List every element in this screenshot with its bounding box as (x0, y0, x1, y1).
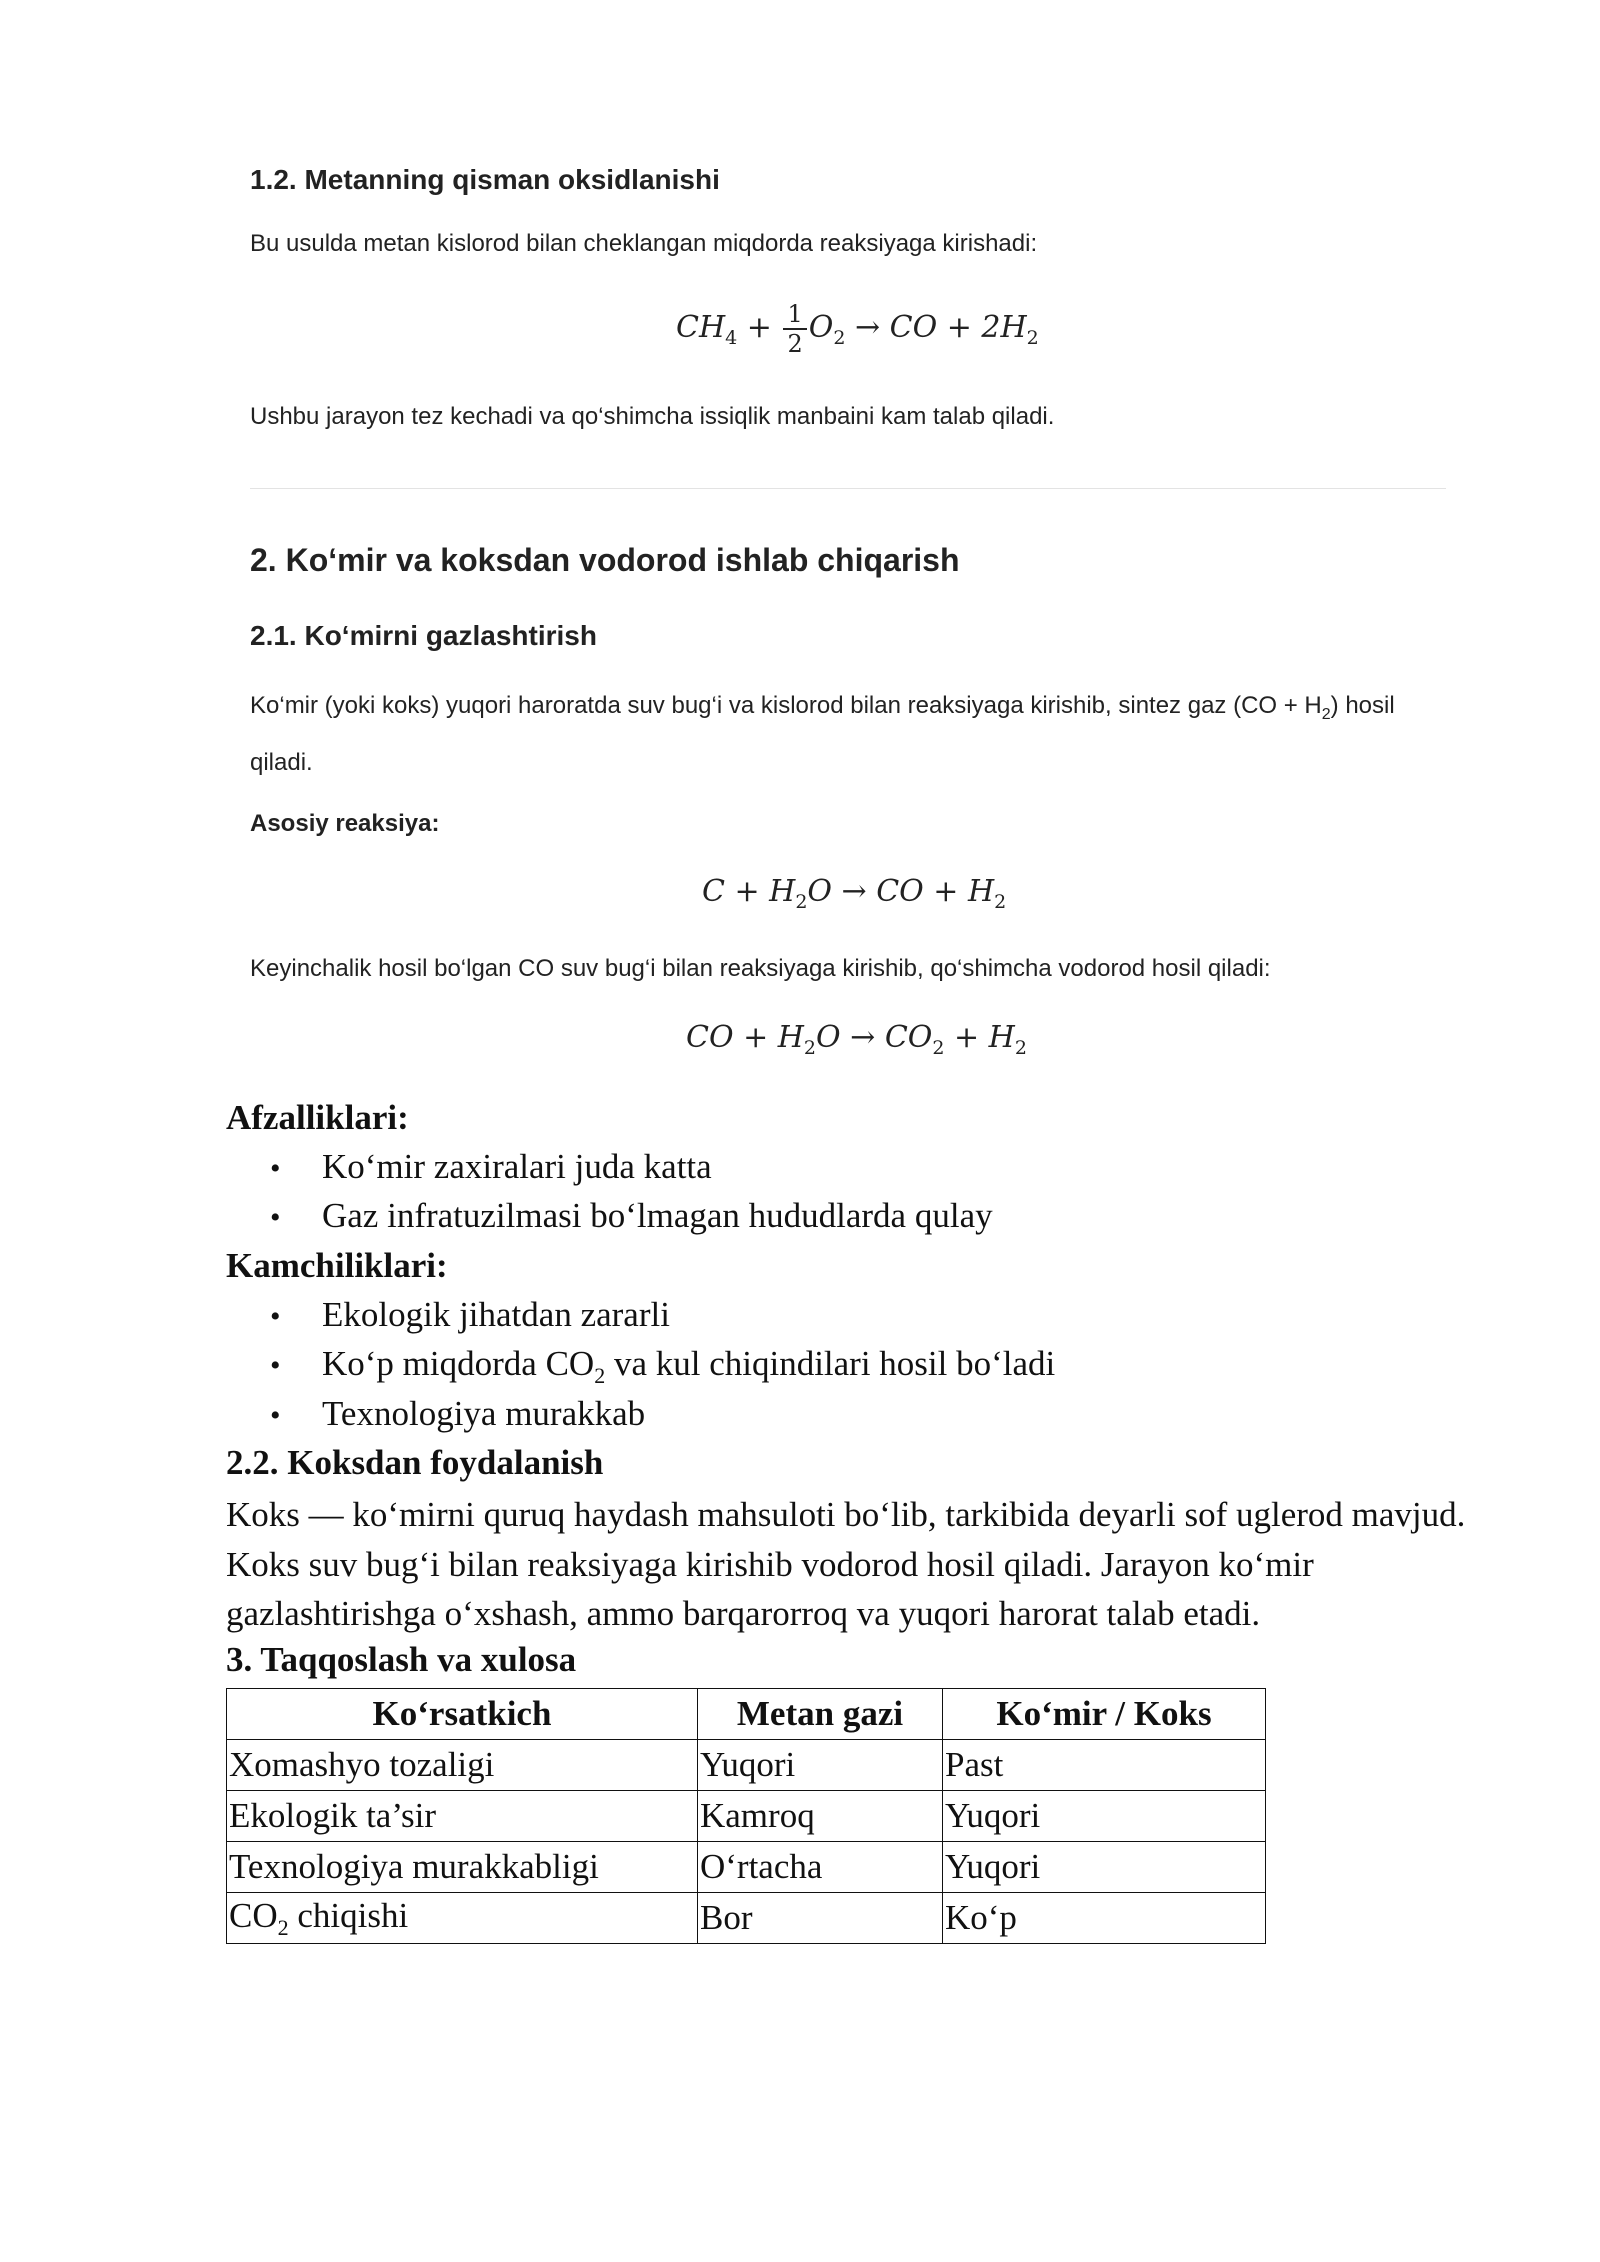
list-item: • Ko‘mir zaxiralari juda katta (270, 1147, 712, 1186)
table-cell: Ko‘p (943, 1893, 1266, 1944)
table-cell: $CO_2$ chiqishi (227, 1893, 698, 1944)
main-reaction-label: Asosiy reaksiya: (250, 810, 440, 837)
section-1-2-note: Ushbu jarayon tez kechadi va qo‘shimcha issiqlik manbaini kam talab qiladi. (250, 403, 1055, 430)
bullet-icon: • (270, 1300, 281, 1333)
list-item: • Gaz infratuzilmasi bo‘lmagan hududlarda qulay (270, 1196, 993, 1235)
table-header-cell: Metan gazi (698, 1689, 943, 1740)
table-header-row (227, 1689, 1266, 1740)
bullet-icon: • (270, 1399, 281, 1432)
table-cell: Yuqori (943, 1791, 1266, 1842)
equation-methane-oxidation: $CH_4$ + $\frac{1}{2}$ $O_2$ → CO + $2H_2$ (676, 300, 1039, 358)
table-cell: Texnologiya murakkabligi (227, 1842, 698, 1893)
section-heading-3: 3. Taqqoslash va xulosa (226, 1640, 577, 1679)
table-header-cell: Ko‘mir / Koks (943, 1689, 1266, 1740)
table-cell: O‘rtacha (698, 1842, 943, 1893)
section-2-1-followup: Keyinchalik hosil bo‘lgan CO suv bug‘i bilan reaksiyaga kirishib, qo‘shimcha vodorod hosil qiladi: (250, 955, 1271, 982)
table-row (227, 1791, 1266, 1842)
table-cell: Xomashyo tozaligi (227, 1740, 698, 1791)
equation-coal-gasification: $C + H_2O$ → CO + $H_2$ (702, 874, 1007, 913)
list-item: • Ekologik jihatdan zararli (270, 1295, 670, 1334)
table-cell: Yuqori (943, 1842, 1266, 1893)
list-item: • Texnologiya murakkab (270, 1394, 646, 1433)
bullet-icon: • (270, 1152, 281, 1185)
comparison-table (226, 1688, 1266, 1944)
table-cell: Bor (698, 1893, 943, 1944)
disadvantages-title: Kamchiliklari: (226, 1246, 448, 1285)
section-heading-2: 2. Ko‘mir va koksdan vodorod ishlab chiqarish (250, 542, 960, 578)
section-heading-1-2: 1.2. Metanning qisman oksidlanishi (250, 164, 720, 195)
section-2-2-text: Koks — ko‘mirni quruq haydash mahsuloti bo‘lib, tarkibida deyarli sof uglerod mavjud. Koks suv bug‘i bilan reaksiyaga kirishib vodorod hosil qiladi. Jarayon ko‘mir gazlashtirishga o‘xshash, ammo barqarorroq va yuqori harorat talab etadi. (226, 1495, 1466, 1633)
fraction-one-half: $\frac{1}{2}$ (783, 300, 806, 358)
section-2-1-intro: Ko‘mir (yoki koks) yuqori haroratda suv bug‘i va kislorod bilan reaksiyaga kirishib, sintez gaz $(CO + H_2)$ hosil qiladi. (250, 692, 1395, 776)
table-cell: Ekologik ta’sir (227, 1791, 698, 1842)
table-cell: Past (943, 1740, 1266, 1791)
table-cell: Kamroq (698, 1791, 943, 1842)
table-cell: Yuqori (698, 1740, 943, 1791)
advantages-title: Afzalliklari: (226, 1098, 409, 1137)
section-heading-2-2: 2.2. Koksdan foydalanish (226, 1443, 604, 1482)
table-row (227, 1893, 1266, 1944)
section-1-2-intro: Bu usulda metan kislorod bilan cheklangan miqdorda reaksiyaga kirishadi: (250, 230, 1038, 257)
bullet-icon: • (270, 1349, 281, 1382)
list-item: • Ko‘p miqdorda $CO_2$ va kul chiqindilari hosil bo‘ladi (270, 1344, 1056, 1388)
bullet-icon: • (270, 1201, 281, 1234)
table-row (227, 1740, 1266, 1791)
horizontal-divider (250, 488, 1446, 489)
table-header-cell: Ko‘rsatkich (227, 1689, 698, 1740)
equation-water-gas-shift: CO + $H_2O \to CO_2 + H_2$ (686, 1020, 1027, 1059)
section-heading-2-1: 2.1. Ko‘mirni gazlashtirish (250, 620, 597, 651)
table-row (227, 1842, 1266, 1893)
